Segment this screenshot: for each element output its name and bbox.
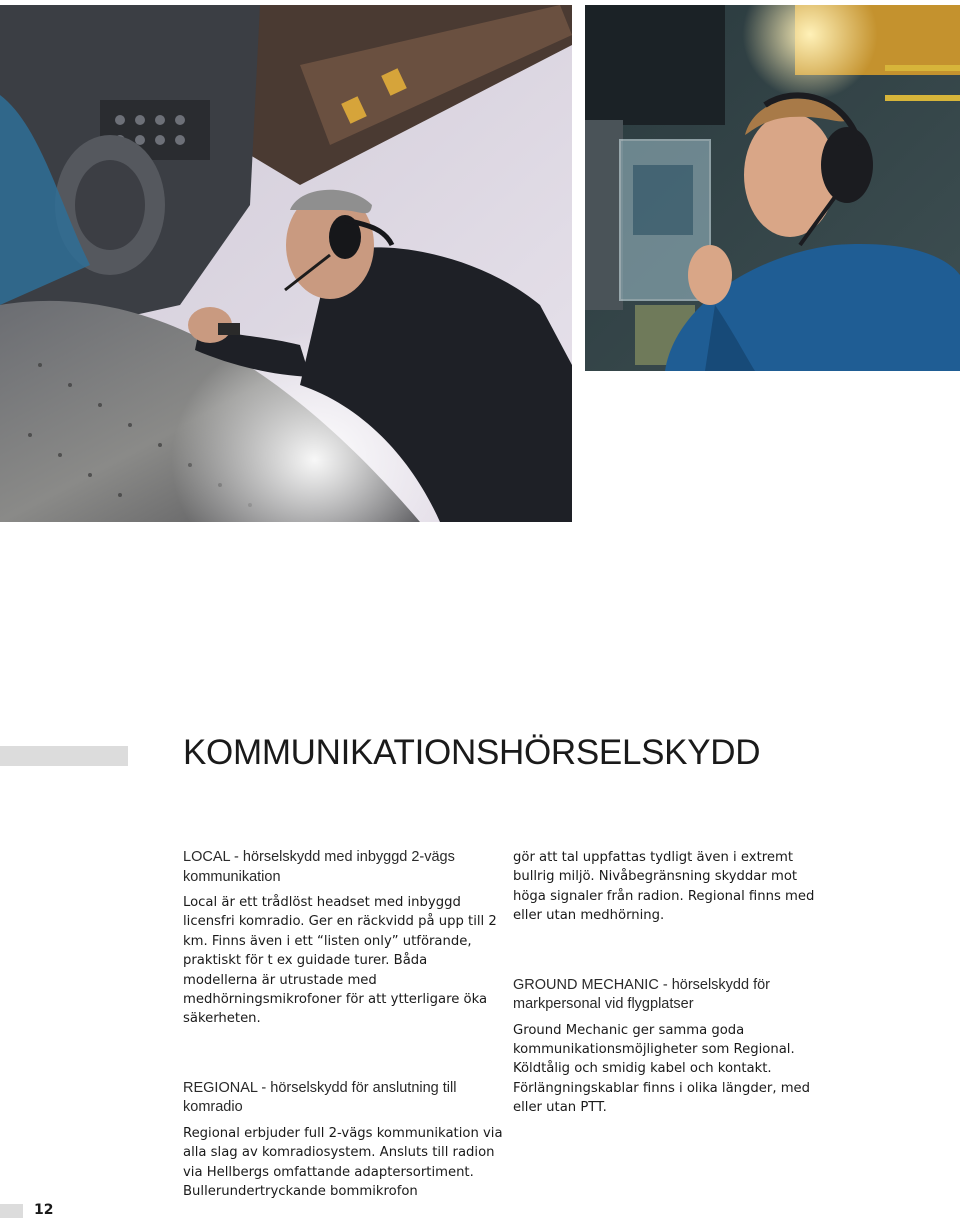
ground-mechanic-heading: GROUND MECHANIC - hörselskydd för markpersonal vid flygplatser	[513, 976, 771, 1013]
local-body: Local är ett trådlöst headset med inbyggd licensfri komradio. Ger en räckvidd på upp till 2 km. Finns även i ett “listen only” utförande, praktiskt för t ex guidade turer. Båda modellerna är utrustade med medhörningsmikrofoner för att ytterligare öka säkerheten.	[183, 895, 497, 1027]
text-column-left	[183, 848, 503, 1201]
page-title: KOMMUNIKATIONSHÖRSELSKYDD	[183, 733, 761, 772]
ground-mechanic-body: Ground Mechanic ger samma goda kommunikationsmöjligheter som Regional. Köldtålig och smidig kabel och kontakt. Förlängningskablar finns i olika längder, med eller utan PTT.	[513, 1022, 811, 1116]
regional-heading: REGIONAL - hörselskydd för anslutning till komradio	[183, 1079, 457, 1116]
page-number-tab	[0, 1204, 23, 1218]
section-marker-bar	[0, 746, 128, 766]
regional-body: Regional erbjuder full 2-vägs kommunikation via alla slag av komradiosystem. Ansluts till radion via Hellbergs omfattande adaptersortiment. Bullerundertryckande bommikrofon	[183, 1125, 503, 1200]
local-heading: LOCAL - hörselskydd med inbyggd 2-vägs kommunikation	[183, 849, 455, 885]
regional-body-continued: gör att tal uppfattas tydligt även i extremt bullrig miljö. Nivåbegränsning skyddar mot höga signaler från radion. Regional finns med eller utan medhörning.	[513, 850, 815, 924]
text-column-right	[513, 848, 833, 1118]
page-number: 12	[34, 1202, 54, 1218]
photo-aircraft-technician	[0, 5, 572, 522]
photo-industrial-technician	[585, 5, 960, 371]
